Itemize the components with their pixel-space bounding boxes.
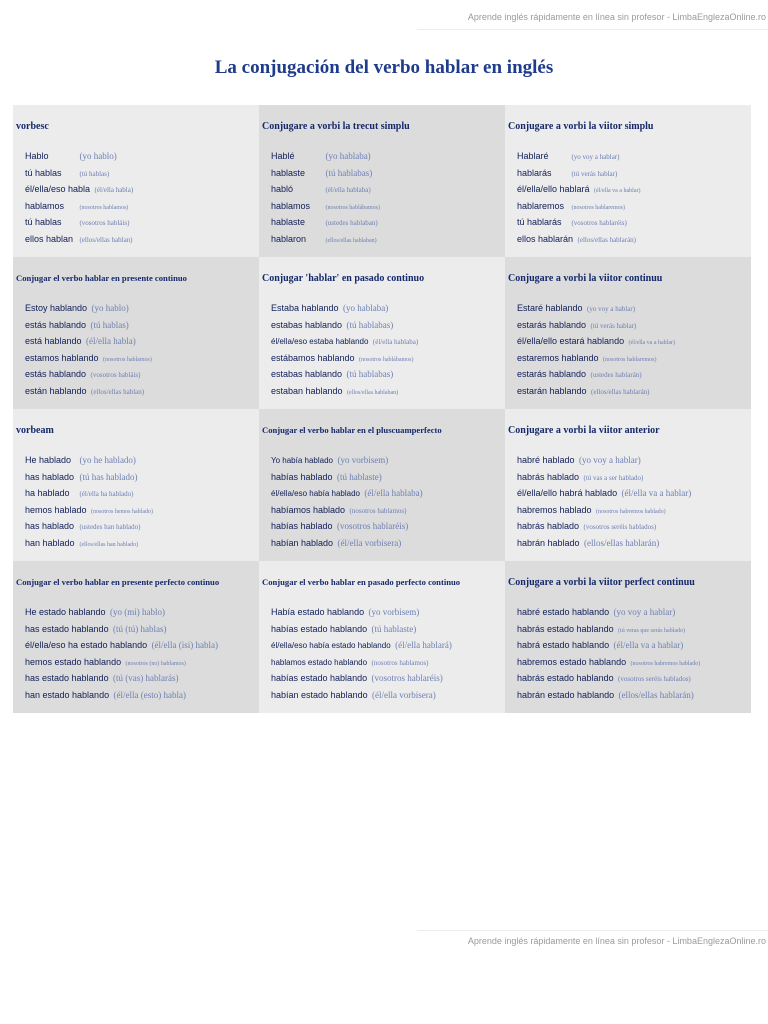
spanish-translation: (ellos/ellas hablaban): [347, 389, 399, 396]
english-form: hablamos: [25, 200, 65, 211]
tense-title: Conjugar el verbo hablar en el pluscuamperfecto: [262, 425, 442, 435]
conjugation-row: [271, 636, 503, 653]
english-form: habían estado hablando: [271, 689, 368, 700]
spanish-translation: (tú veras que serás hablado): [618, 627, 686, 634]
spanish-translation: (ustedes han hablado): [79, 523, 141, 532]
spanish-translation: (él/ella habla): [94, 186, 134, 195]
spanish-translation: (yo vorbisem): [337, 455, 389, 465]
conjugation-row: [517, 603, 749, 620]
conjugation-rows: [25, 603, 257, 703]
spanish-translation: (yo hablo): [91, 303, 129, 313]
spanish-translation: (yo he hablado): [79, 455, 136, 465]
conjugation-row: [271, 213, 503, 230]
conjugation-row: [25, 468, 257, 485]
spanish-translation: (vosotros habláis): [79, 219, 130, 228]
tense-title: Conjugar 'hablar' en pasado continuo: [262, 273, 425, 284]
conjugation-row: [271, 534, 503, 551]
header-divider: [417, 29, 768, 30]
english-form: habré hablado: [517, 455, 575, 465]
english-form: hemos estado hablando: [25, 656, 122, 667]
conjugation-row: [517, 636, 749, 653]
spanish-translation: (vosotros seréis hablados): [583, 523, 657, 532]
english-form: estarás hablando: [517, 319, 587, 330]
tense-title: Conjugare a vorbi la viitor continuu: [508, 273, 663, 284]
english-form: habías hablado: [271, 471, 333, 482]
english-form: él/ella/eso habla: [25, 184, 91, 195]
english-form: hablaron: [271, 233, 307, 244]
spanish-translation: (ellos/ellas hablaban): [325, 237, 377, 244]
english-form: él/ella/eso estaba hablando: [271, 337, 369, 347]
conjugation-row: [517, 180, 749, 197]
english-form: han hablado: [25, 537, 75, 548]
conjugation-row: [25, 332, 257, 349]
english-form: estabas hablando: [271, 319, 343, 330]
conjugation-row: [25, 316, 257, 333]
spanish-translation: (vosotros hablaréis): [371, 673, 443, 684]
spanish-translation: (ellos/ellas hablarán): [584, 537, 660, 548]
footer-divider: [417, 930, 768, 931]
english-form: estás hablando: [25, 319, 87, 330]
spanish-translation: (nosotros hablábamos): [359, 356, 414, 363]
spanish-translation: (tú hablas): [90, 319, 129, 330]
conjugation-row: [517, 230, 749, 247]
spanish-translation: (yo voy a hablar): [579, 455, 641, 465]
conjugation-row: [271, 620, 503, 637]
english-form: habíamos hablado: [271, 504, 346, 515]
conjugation-cell: [259, 409, 505, 561]
english-form: habías hablado: [271, 521, 333, 532]
conjugation-row: [25, 517, 257, 534]
spanish-translation: (ellos/ellas hablarán): [577, 235, 637, 244]
english-form: has estado hablando: [25, 623, 109, 634]
conjugation-row: [271, 451, 503, 468]
spanish-translation: (tú verás hablar): [590, 321, 637, 330]
english-form: He estado hablando: [25, 607, 106, 617]
spanish-translation: (él/ella vorbisera): [337, 537, 402, 548]
spanish-translation: (tú vas a ser hablado): [583, 473, 644, 482]
spanish-translation: (él/ella hablaba): [364, 488, 423, 499]
english-form: habrán hablado: [517, 537, 580, 548]
conjugation-cell: [259, 561, 505, 713]
tense-title: Conjugar el verbo hablar en presente continuo: [16, 273, 187, 283]
conjugation-row: [25, 382, 257, 399]
english-form: él/ella/ello estará hablando: [517, 336, 625, 347]
conjugation-row: [25, 501, 257, 518]
english-form: Había estado hablando: [271, 607, 365, 617]
conjugation-cell: [259, 257, 505, 409]
spanish-translation: (nosotros habremos hablado): [630, 660, 701, 667]
english-form: hemos hablado: [25, 504, 87, 515]
english-form: habrá estado hablando: [517, 640, 610, 651]
conjugation-rows: [271, 603, 503, 703]
english-form: habremos estado hablando: [517, 656, 627, 667]
conjugation-cell: [505, 105, 751, 257]
conjugation-row: [517, 620, 749, 637]
english-form: él/ella/ello hablará: [517, 184, 590, 195]
conjugation-rows: [271, 147, 503, 247]
english-form: están hablando: [25, 385, 87, 396]
conjugation-row: [517, 299, 749, 316]
spanish-translation: (ellos/ellas hablarán): [618, 689, 694, 700]
conjugation-row: [25, 299, 257, 316]
conjugation-row: [517, 164, 749, 181]
english-form: ellos hablan: [25, 233, 74, 244]
english-form: él/ella/ello habrá hablado: [517, 488, 618, 499]
english-form: tú hablas: [25, 217, 62, 228]
conjugation-row: [517, 147, 749, 164]
english-form: habías estado hablando: [271, 623, 368, 634]
spanish-translation: (nosotros hablamos): [349, 506, 407, 515]
spanish-translation: (yo voy a hablar): [587, 305, 636, 313]
conjugation-cell: [13, 561, 259, 713]
conjugation-row: [517, 197, 749, 214]
english-form: has estado hablando: [25, 673, 109, 684]
conjugation-row: [517, 451, 749, 468]
conjugation-cell: [505, 409, 751, 561]
tense-title: Conjugare a vorbi la trecut simplu: [262, 121, 410, 132]
spanish-translation: (nosotros hemos hablado): [91, 508, 153, 515]
spanish-translation: (tú hablas): [79, 169, 110, 178]
conjugation-row: [517, 484, 749, 501]
conjugation-row: [271, 230, 503, 247]
english-form: Estaba hablando: [271, 303, 339, 313]
english-form: Yo había hablado: [271, 456, 333, 465]
spanish-translation: (él/ella vorbisera): [372, 689, 436, 700]
spanish-translation: (ustedes hablarán): [590, 371, 642, 380]
conjugation-row: [517, 534, 749, 551]
spanish-translation: (yo voy a hablar): [613, 607, 676, 617]
english-form: Estaré hablando: [517, 303, 583, 313]
conjugation-row: [25, 147, 257, 164]
english-form: estás hablando: [25, 369, 87, 380]
english-form: estaban hablando: [271, 385, 343, 396]
english-form: He hablado: [25, 455, 72, 465]
conjugation-row: [517, 653, 749, 670]
conjugation-row: [25, 669, 257, 686]
spanish-translation: (él/ella hablaba): [372, 338, 419, 347]
english-form: habremos hablado: [517, 504, 592, 515]
spanish-translation: (él/ella ha hablado): [79, 490, 134, 499]
conjugation-row: [25, 349, 257, 366]
spanish-translation: (él/ella va a hablar): [628, 340, 676, 347]
spanish-translation: (él/ella (isi) habla): [151, 640, 219, 651]
english-form: hablamos estado hablando: [271, 657, 368, 667]
english-form: Hablé: [271, 151, 295, 161]
tense-title: Conjugar el verbo hablar en pasado perfecto continuo: [262, 577, 461, 587]
tense-title: vorbeam: [16, 425, 54, 436]
spanish-translation: (yo (mi) hablo): [110, 607, 166, 617]
spanish-translation: (yo hablaba): [343, 303, 389, 313]
english-form: él/ella/eso había estado hablando: [271, 641, 391, 651]
english-form: habló: [271, 184, 294, 195]
conjugation-row: [271, 501, 503, 518]
conjugation-row: [25, 230, 257, 247]
conjugation-rows: [517, 299, 749, 399]
english-form: él/ella/eso había hablado: [271, 489, 360, 499]
tense-title: Conjugare a vorbi la viitor anterior: [508, 425, 660, 436]
english-form: hablarás: [517, 167, 552, 178]
spanish-translation: (nosotros hablaremos): [571, 204, 625, 211]
english-form: habrán estado hablando: [517, 689, 615, 700]
spanish-translation: (nosotros hablamos): [79, 204, 129, 211]
conjugation-grid: [13, 105, 751, 713]
conjugation-row: [517, 332, 749, 349]
conjugation-row: [271, 164, 503, 181]
english-form: Hablaré: [517, 151, 549, 161]
spanish-translation: (él/ella hablará): [395, 640, 452, 651]
conjugation-row: [271, 332, 503, 349]
conjugation-row: [271, 365, 503, 382]
english-form: estarán hablando: [517, 385, 587, 396]
spanish-translation: (él/ella va a hablar): [621, 488, 692, 499]
spanish-translation: (nosotros habremos hablado): [596, 508, 666, 515]
conjugation-row: [517, 669, 749, 686]
conjugation-rows: [517, 603, 749, 703]
conjugation-row: [517, 686, 749, 703]
spanish-translation: (ellos/ellas han hablado): [79, 541, 139, 548]
spanish-translation: (yo hablaba): [325, 151, 371, 161]
conjugation-row: [517, 517, 749, 534]
conjugation-row: [25, 197, 257, 214]
spanish-translation: (él/ella habla): [86, 336, 136, 347]
conjugation-row: [271, 197, 503, 214]
conjugation-row: [271, 669, 503, 686]
conjugation-rows: [271, 451, 503, 551]
conjugation-row: [271, 382, 503, 399]
spanish-translation: (yo voy a hablar): [571, 153, 620, 161]
conjugation-rows: [517, 147, 749, 247]
spanish-translation: (ellos/ellas hablan): [79, 235, 133, 244]
spanish-translation: (tú verás hablar): [571, 169, 618, 178]
english-form: ha hablado: [25, 488, 70, 499]
spanish-translation: (vosotros seréis hablados): [618, 675, 691, 684]
english-form: has hablado: [25, 471, 75, 482]
spanish-translation: (tú (vas) hablarás): [113, 673, 179, 684]
english-form: hablaremos: [517, 200, 565, 211]
spanish-translation: (nosotros hablaremos): [603, 356, 657, 363]
spanish-translation: (tú (tú) hablas): [113, 623, 167, 634]
conjugation-cell: [13, 257, 259, 409]
spanish-translation: (tú has hablado): [79, 471, 138, 482]
conjugation-cell: [505, 561, 751, 713]
conjugation-rows: [25, 147, 257, 247]
conjugation-row: [271, 484, 503, 501]
spanish-translation: (vosotros habláis): [90, 371, 141, 380]
conjugation-cell: [505, 257, 751, 409]
spanish-translation: (él/ella va a hablar): [613, 640, 684, 651]
spanish-translation: (nosotros (no) hablamos): [125, 660, 186, 667]
tense-title: vorbesc: [16, 121, 49, 132]
conjugation-cell: [259, 105, 505, 257]
site-tagline-footer: Aprende inglés rápidamente en línea sin profesor - LimbaEnglezaOnline.ro: [467, 936, 766, 946]
english-form: Hablo: [25, 151, 49, 161]
english-form: estabas hablando: [271, 369, 343, 380]
english-form: estaremos hablando: [517, 352, 599, 363]
english-form: habrás estado hablando: [517, 673, 614, 684]
spanish-translation: (nosotros hablamos): [371, 658, 429, 667]
english-form: Estoy hablando: [25, 303, 88, 313]
conjugation-row: [271, 468, 503, 485]
conjugation-cell: [13, 409, 259, 561]
conjugation-row: [25, 620, 257, 637]
page-title: La conjugación del verbo hablar en inglés: [214, 57, 554, 78]
conjugation-row: [25, 213, 257, 230]
conjugation-row: [271, 180, 503, 197]
spanish-translation: (ellos/ellas hablarán): [591, 387, 650, 396]
tense-title: Conjugare a vorbi la viitor simplu: [508, 121, 654, 132]
english-form: estábamos hablando: [271, 352, 355, 363]
conjugation-row: [271, 316, 503, 333]
conjugation-row: [517, 468, 749, 485]
spanish-translation: (vosotros hablaréis): [571, 219, 627, 228]
conjugation-row: [25, 164, 257, 181]
conjugation-row: [25, 636, 257, 653]
spanish-translation: (él/ella (esto) habla): [113, 689, 186, 700]
conjugation-row: [271, 653, 503, 670]
conjugation-row: [517, 349, 749, 366]
conjugation-row: [271, 603, 503, 620]
conjugation-row: [25, 653, 257, 670]
english-form: habrás hablado: [517, 521, 580, 532]
conjugation-row: [25, 365, 257, 382]
spanish-translation: (ustedes hablaban): [325, 219, 378, 228]
english-form: habré estado hablando: [517, 607, 610, 617]
english-form: han estado hablando: [25, 689, 110, 700]
english-form: habías estado hablando: [271, 673, 368, 684]
english-form: tú hablarás: [517, 217, 562, 228]
conjugation-row: [25, 484, 257, 501]
spanish-translation: (tú hablabas): [346, 319, 394, 330]
conjugation-rows: [25, 451, 257, 551]
spanish-translation: (nosotros hablamos): [103, 356, 152, 363]
spanish-translation: (ellos/ellas hablan): [91, 387, 145, 396]
spanish-translation: (él/ella va a hablar): [594, 188, 641, 195]
site-tagline-header: Aprende inglés rápidamente en línea sin profesor - LimbaEnglezaOnline.ro: [467, 12, 766, 22]
tense-title: Conjugar el verbo hablar en presente perfecto continuo: [16, 577, 220, 587]
conjugation-rows: [25, 299, 257, 399]
spanish-translation: (yo hablo): [79, 151, 117, 161]
english-form: has hablado: [25, 521, 75, 532]
english-form: hablaste: [271, 167, 306, 178]
conjugation-row: [517, 213, 749, 230]
english-form: estarás hablando: [517, 369, 587, 380]
conjugation-row: [271, 349, 503, 366]
conjugation-row: [25, 686, 257, 703]
conjugation-row: [271, 147, 503, 164]
conjugation-row: [25, 534, 257, 551]
conjugation-rows: [271, 299, 503, 399]
spanish-translation: (nosotros hablábamos): [325, 204, 380, 211]
english-form: hablamos: [271, 200, 311, 211]
conjugation-row: [271, 517, 503, 534]
conjugation-row: [25, 180, 257, 197]
english-form: ellos hablarán: [517, 233, 574, 244]
english-form: está hablando: [25, 336, 82, 347]
conjugation-row: [517, 365, 749, 382]
conjugation-rows: [517, 451, 749, 551]
spanish-translation: (tú hablabas): [325, 167, 373, 178]
spanish-translation: (tú hablaste): [337, 471, 382, 482]
spanish-translation: (vosotros hablaréis): [337, 521, 409, 532]
english-form: estamos hablando: [25, 352, 99, 363]
english-form: habrás hablado: [517, 471, 580, 482]
conjugation-row: [517, 382, 749, 399]
conjugation-row: [271, 686, 503, 703]
spanish-translation: (yo vorbisem): [368, 607, 420, 617]
english-form: habrás estado hablando: [517, 623, 614, 634]
conjugation-row: [517, 316, 749, 333]
english-form: tú hablas: [25, 167, 62, 178]
english-form: él/ella/eso ha estado hablando: [25, 640, 148, 651]
spanish-translation: (tú hablaste): [371, 623, 417, 634]
conjugation-cell: [13, 105, 259, 257]
spanish-translation: (tú hablabas): [346, 369, 394, 380]
conjugation-row: [517, 501, 749, 518]
spanish-translation: (él/ella hablaba): [325, 186, 371, 195]
english-form: habían hablado: [271, 537, 334, 548]
conjugation-row: [25, 451, 257, 468]
tense-title: Conjugare a vorbi la viitor perfect continuu: [508, 577, 695, 588]
conjugation-row: [271, 299, 503, 316]
conjugation-row: [25, 603, 257, 620]
english-form: hablaste: [271, 217, 306, 228]
